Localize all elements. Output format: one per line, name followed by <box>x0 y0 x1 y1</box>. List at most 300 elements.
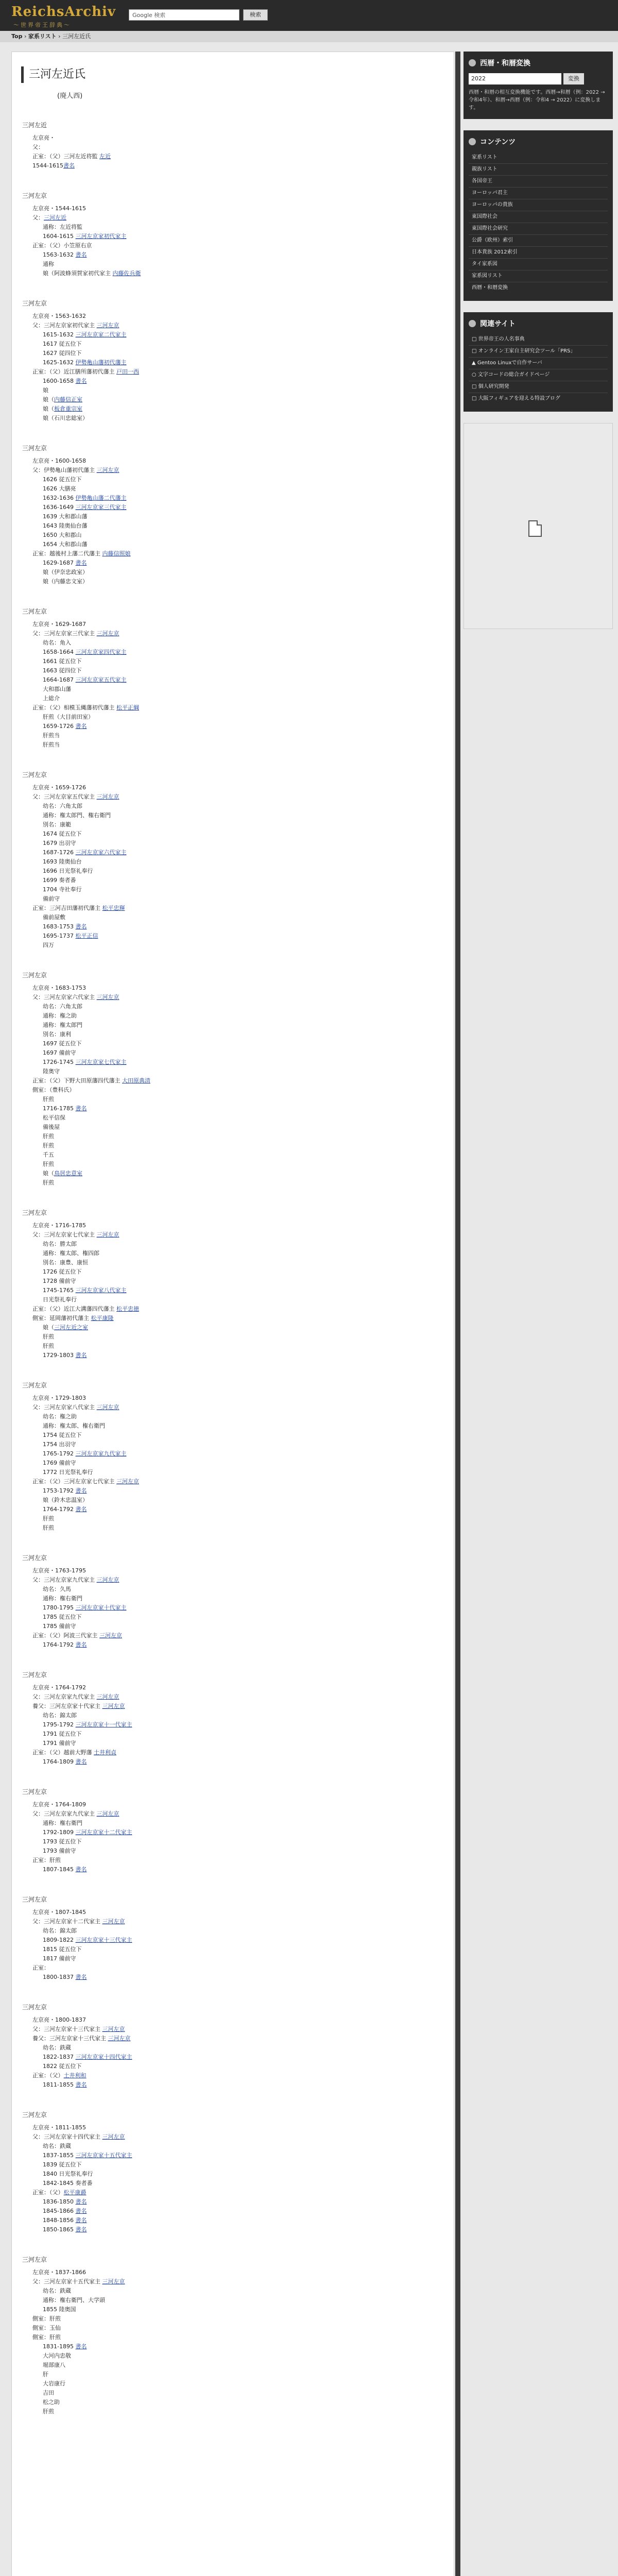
entry-line-text: 肝煎（大目前田室） <box>43 714 94 720</box>
related-site-link[interactable]: ▲ Gentoo Linuxで自作サーバ <box>469 358 608 369</box>
person-link[interactable]: 三河左京 <box>96 994 119 1001</box>
person-link[interactable]: 三河左京 <box>102 2133 125 2140</box>
entry-title: 三河左京 <box>22 2004 47 2011</box>
entry-line <box>32 993 454 1002</box>
google-search-input[interactable]: Google 検索 <box>129 9 239 21</box>
person-link[interactable]: 書名 <box>75 251 87 258</box>
family-entry <box>22 121 454 171</box>
entry-line-text: 肝煎 <box>43 1179 54 1186</box>
entry-line <box>43 1711 454 1720</box>
entry-line <box>43 1150 454 1160</box>
person-link[interactable]: 土井利和 <box>63 2072 87 2079</box>
person-link[interactable]: 三河左京家五代家主 <box>75 676 127 683</box>
entry-line-text: 幼名：勝太郎 <box>43 1241 77 1247</box>
entry-line <box>43 2351 454 2361</box>
contents-link[interactable]: ヨーロッパの貴族 <box>469 199 608 211</box>
entry-line-text: 1815 従五位下 <box>43 1946 82 1953</box>
person-link[interactable]: 三河左京家十二代家主 <box>75 1829 132 1836</box>
person-link[interactable]: 書名 <box>75 2226 87 2233</box>
entry-line-text: 父：三河左京家八代家主 <box>32 1404 97 1411</box>
person-link[interactable]: 書名 <box>75 1974 87 1980</box>
entry-line <box>32 783 454 792</box>
breadcrumb: Top › 家系リスト › 三河左近氏 <box>0 31 618 42</box>
entry-line <box>32 321 454 330</box>
entry-line <box>43 731 454 740</box>
person-link[interactable]: 三河左京家六代家主 <box>75 849 127 856</box>
person-link[interactable]: 三河左京 <box>96 1404 119 1411</box>
entry-line <box>43 340 454 349</box>
entry-line-text: 1643 陸奥仙台藩 <box>43 522 88 529</box>
entry-line-text: 娘（伊奈忠政室） <box>43 569 88 575</box>
related-site-link[interactable]: □ オンライン王家自主研究会ツール「PRS」 <box>469 346 608 358</box>
entry-line-text: 父：三河左京家九代家主 <box>32 1693 97 1700</box>
entry-title: 三河左京 <box>22 771 47 778</box>
entry-line <box>43 577 454 586</box>
family-entry <box>22 2255 454 2416</box>
contents-link[interactable]: 日本貴族 2012索引 <box>469 247 608 259</box>
entry-line <box>43 1323 454 1332</box>
person-link[interactable]: 書名 <box>75 1352 87 1359</box>
entry-line <box>43 740 454 750</box>
entry-title: 三河左京 <box>22 192 47 199</box>
entry-line <box>43 2398 454 2407</box>
related-site-link[interactable]: □ 個人研究開発 <box>469 381 608 393</box>
entry-line-text: 1791 従五位下 <box>43 1731 82 1737</box>
entry-line-text: 正室：（父）相模玉縄藩初代藩主 <box>32 704 116 711</box>
person-link[interactable]: 書名 <box>75 560 87 566</box>
entry-line <box>43 913 454 922</box>
person-link[interactable]: 三河左京 <box>99 1632 122 1639</box>
person-link[interactable]: 松平忠輝 <box>102 905 125 911</box>
person-link[interactable]: 三河左京 <box>96 1693 119 1700</box>
entry-line <box>32 1314 454 1323</box>
entry-line-text: 娘（鈴木忠温室） <box>43 1497 88 1503</box>
entry-line <box>43 2296 454 2305</box>
entry-line <box>43 713 454 722</box>
entry-line <box>43 1048 454 1058</box>
person-link[interactable]: 三河左近之室 <box>54 1324 88 1331</box>
entry-line-text: 1726 従五位下 <box>43 1268 82 1275</box>
entry-line-text: 正室：（父）近江膳所藩初代藩主 <box>32 368 116 375</box>
person-link[interactable]: 三河左京 <box>102 1703 125 1709</box>
contents-link[interactable]: 家系図リスト <box>469 270 608 282</box>
entry-line <box>43 1002 454 1011</box>
entry-line <box>43 1095 454 1104</box>
person-link[interactable]: 内藤信照娘 <box>102 550 131 557</box>
entry-line-text: 松平信保 <box>43 1114 65 1121</box>
entry-line-text: 娘（ <box>43 405 54 412</box>
entry-line <box>32 133 454 143</box>
entry-line <box>43 1169 454 1178</box>
person-link[interactable]: 戸田一西 <box>116 368 139 375</box>
entry-line <box>32 2277 454 2286</box>
entry-line-text: 父：三河左京家十三代家主 <box>32 2026 102 2032</box>
person-link[interactable]: 大田原典清 <box>122 1077 150 1084</box>
entry-line-text: 幼名：錦太郎 <box>43 1927 77 1934</box>
entry-line-text: 左京亮・1563-1632 <box>32 313 86 319</box>
entry-line <box>43 1132 454 1141</box>
entry-line <box>43 531 454 540</box>
breadcrumb-family-list[interactable]: 家系リスト <box>28 33 57 40</box>
entry-line-text: 側室：玉仙 <box>32 2325 61 2331</box>
person-link[interactable]: 書名 <box>75 1641 87 1648</box>
entry-line <box>32 2123 454 2132</box>
entry-line-text: 通称：権太郎、権右衛門 <box>43 1422 105 1429</box>
entry-line <box>43 1332 454 1342</box>
entry-line-text: 1716-1785 <box>43 1105 76 1112</box>
entry-line-text: 正室： <box>32 1964 49 1971</box>
entry-line <box>43 1067 454 1076</box>
entry-line-text: 正室：（父）三河左京家七代家主 <box>32 1478 116 1485</box>
entry-line <box>43 1421 454 1431</box>
entry-line <box>43 657 454 666</box>
entry-line <box>43 1104 454 1113</box>
entry-line <box>43 1011 454 1021</box>
entry-line <box>32 703 454 713</box>
person-link[interactable]: 書名 <box>75 1487 87 1494</box>
person-link[interactable]: 三河左京家十四代家主 <box>75 2054 132 2060</box>
entry-line-text: 肝煎 <box>43 1515 54 1522</box>
entry-line-text: 幼名：角入 <box>43 639 71 646</box>
entry-line-text: 幼名：六角太郎 <box>43 803 82 809</box>
entry-line-text: 1650 大和郡山 <box>43 532 82 538</box>
entry-line <box>43 1720 454 1730</box>
entry-line <box>32 1394 454 1403</box>
entry-line-text: 1683-1753 <box>43 923 76 930</box>
entry-line-text: 1795-1792 <box>43 1721 76 1728</box>
person-link[interactable]: 三河左京家八代家主 <box>75 1287 127 1294</box>
entry-line <box>43 1496 454 1505</box>
entry-line <box>43 404 454 414</box>
person-link[interactable]: 三河左京家九代家主 <box>75 1450 127 1457</box>
person-link[interactable]: 書名 <box>75 1105 87 1112</box>
entry-line <box>32 904 454 913</box>
entry-line-text: 1625-1632 <box>43 359 76 366</box>
person-link[interactable]: 三河左京 <box>96 1231 119 1238</box>
entry-line <box>32 1403 454 1412</box>
entry-line-text: 通称：権太郎、権四郎 <box>43 1250 99 1257</box>
contents-title: コンテンツ <box>469 137 608 147</box>
entry-line <box>43 931 454 941</box>
entry-line <box>32 152 454 161</box>
entry-line-text: 1615-1632 <box>43 331 76 338</box>
person-link[interactable]: 書名 <box>75 923 87 930</box>
entry-line-text: 通称：権太郎門、権右衛門 <box>43 812 111 819</box>
entry-line-text: 左京亮・1763-1795 <box>32 1567 86 1574</box>
entry-line <box>43 802 454 811</box>
entry-line <box>43 1936 454 1945</box>
entry-line <box>43 829 454 839</box>
related-site-link[interactable]: □ 世界帝王の人名事典 <box>469 334 608 346</box>
person-link[interactable]: 伊勢亀山藩初代藩主 <box>75 359 127 366</box>
entry-line-text: 1769 備前守 <box>43 1460 76 1466</box>
family-entry <box>22 1208 454 1360</box>
family-entry <box>22 1895 454 1982</box>
contents-link[interactable]: 親族リスト <box>469 164 608 176</box>
entry-line-text: 1697 備前守 <box>43 1049 76 1056</box>
entry-line <box>43 2062 454 2071</box>
contents-link[interactable]: 公爵（欧州）索引 <box>469 235 608 247</box>
person-link[interactable]: 三河左京 <box>96 322 119 329</box>
person-link[interactable]: 左近 <box>99 153 111 160</box>
entry-line-text: 幼名：六角太郎 <box>43 1003 82 1010</box>
person-link[interactable]: 三河左京家七代家主 <box>75 1059 127 1065</box>
entry-line-text: 側室：肝煎 <box>32 2315 61 2322</box>
entry-title: 三河左京 <box>22 2111 47 2119</box>
breadcrumb-current: 三河左近氏 <box>62 33 91 40</box>
entry-line <box>43 1846 454 1856</box>
entry-line-text: 娘（ <box>43 1170 54 1177</box>
entry-line <box>43 512 454 521</box>
person-link[interactable]: 書名 <box>75 2208 87 2214</box>
entry-line-text: 父：三河左京家十四代家主 <box>32 2133 102 2140</box>
entry-line-text: 1822 従五位下 <box>43 2063 82 2070</box>
entry-line-text: 正室：（父） <box>32 2072 64 2079</box>
person-link[interactable]: 書名 <box>75 2081 87 2088</box>
related-site-link[interactable]: □ 大阪フィギュアを迎える特設ブログ <box>472 396 560 401</box>
person-link[interactable]: 三河左京家三代家主 <box>75 504 127 511</box>
person-link[interactable]: 三河左京 <box>116 1478 139 1485</box>
entry-line <box>32 2015 454 2025</box>
entry-line-text: 1632-1636 <box>43 495 76 501</box>
entry-title: 三河左京 <box>22 1209 47 1216</box>
entry-line-text: 父： <box>32 144 44 150</box>
entry-line <box>32 1575 454 1585</box>
person-link[interactable]: 三河左京 <box>96 1810 119 1817</box>
entry-line <box>43 1594 454 1603</box>
person-link[interactable]: 書名 <box>75 2343 87 2350</box>
person-link[interactable]: 三河左京 <box>108 2035 131 2042</box>
entry-line-text: 1754 出羽守 <box>43 1441 76 1448</box>
entry-line-text: 左京亮・1764-1792 <box>32 1684 86 1691</box>
person-link[interactable]: 三河左京家二代家主 <box>75 331 127 338</box>
family-entry <box>22 770 454 950</box>
ad-placeholder[interactable] <box>464 423 613 629</box>
entry-title: 三河左京 <box>22 2256 47 2263</box>
entry-line-text: 1822-1837 <box>43 2054 76 2060</box>
entry-line <box>32 2188 454 2197</box>
file-icon <box>528 520 542 537</box>
calendar-icon <box>469 59 476 66</box>
entry-line-text: 肝煎 <box>43 1133 54 1140</box>
person-link[interactable]: 松平康爵 <box>63 2189 87 2196</box>
entry-line <box>32 1963 454 1973</box>
entry-line-text: 左京亮・1544-1615 <box>32 205 86 212</box>
entry-line <box>43 540 454 549</box>
entry-line-text: 通称：権右衛門、大学頭 <box>43 2297 105 2303</box>
entry-line <box>43 1351 454 1360</box>
convert-note: 西暦・和暦の相互変換機能です。西暦→和暦（例：2022 → 令和4年）、和暦→西暦（例：令和4 → 2022）に変換します。 <box>469 90 605 111</box>
entry-line <box>43 922 454 931</box>
entry-line-text: 正室：（父）小笠原右京 <box>32 242 92 249</box>
contents-link[interactable]: 東国際社会研究 <box>469 223 608 235</box>
entry-line-text: 1729-1803 <box>43 1352 76 1359</box>
entry-line <box>43 1039 454 1048</box>
family-entry <box>22 191 454 278</box>
entry-line-text: 1699 奏者番 <box>43 877 76 884</box>
person-link[interactable]: 三河左京 <box>96 630 119 637</box>
person-link[interactable]: 三河左京 <box>96 1577 119 1583</box>
person-link[interactable]: 書名 <box>75 2217 87 2224</box>
person-link[interactable]: 伊勢亀山藩二代藩主 <box>75 495 127 501</box>
site-logo[interactable]: ReichsArchiv <box>11 4 116 20</box>
entry-line-text: 父：三河左京家十二代家主 <box>32 1918 102 1925</box>
entry-line <box>43 894 454 904</box>
entry-line <box>43 377 454 386</box>
person-link[interactable]: 三河左京 <box>102 1918 125 1925</box>
person-link[interactable]: 松平忠徳 <box>116 1306 139 1312</box>
entry-line <box>43 685 454 694</box>
entry-line-text: 大和郡山藩 <box>43 686 71 692</box>
family-entry <box>22 1553 454 1650</box>
entry-line-text: 娘（石川忠総室） <box>43 415 88 421</box>
entry-line <box>32 984 454 993</box>
entry-line <box>43 2225 454 2234</box>
entry-line-text: 1626 大膳亮 <box>43 485 76 492</box>
entry-line <box>43 1819 454 1828</box>
entry-line <box>43 414 454 423</box>
person-link[interactable]: 書名 <box>75 1866 87 1873</box>
person-link[interactable]: 三河左京家十代家主 <box>75 1604 127 1611</box>
entry-line-text: 肝 <box>43 2371 48 2378</box>
entry-line <box>43 848 454 857</box>
contents-link[interactable]: 家系リスト <box>469 152 608 164</box>
entry-line-text: 左京亮・1764-1809 <box>32 1801 86 1808</box>
entry-line-text: 養父：三河左京家十代家主 <box>32 1703 102 1709</box>
person-link[interactable]: 三河左京家十三代家主 <box>75 1937 132 1943</box>
entry-line-text: 1809-1822 <box>43 1937 76 1943</box>
entry-line-text: 1563-1632 <box>43 251 76 258</box>
entry-line-text: 1661 従五位下 <box>43 658 82 665</box>
contents-link[interactable]: 東国際社会 <box>469 211 608 223</box>
person-link[interactable]: 鳥居忠意室 <box>54 1170 82 1177</box>
entry-line-text: 1842-1845 奏者番 <box>43 2180 93 2187</box>
entry-line <box>32 1692 454 1702</box>
person-link[interactable]: 三河左京 <box>96 793 119 800</box>
contents-link[interactable]: タイ家系図 <box>469 259 608 270</box>
entry-line <box>43 1258 454 1267</box>
entry-line <box>43 1342 454 1351</box>
entry-line <box>43 1505 454 1514</box>
entry-line <box>43 1058 454 1067</box>
entry-line-text: 1836-1850 <box>43 2198 76 2205</box>
entry-line <box>43 1585 454 1594</box>
entry-line <box>43 2207 454 2216</box>
entry-line-text: 幼名：鉄蔵 <box>43 2143 71 2149</box>
convert-button[interactable]: 変換 <box>563 73 584 84</box>
entry-line-text: 1636-1649 <box>43 504 76 511</box>
entry-line <box>43 885 454 894</box>
entry-line-text: 備前守 <box>43 895 60 902</box>
entry-line-text: 1780-1795 <box>43 1604 76 1611</box>
entry-line-text: 通称：左近将監 <box>43 224 82 230</box>
person-link[interactable]: 三河左京家四代家主 <box>75 649 127 655</box>
person-link[interactable]: 松平正綱 <box>116 704 139 711</box>
family-entry <box>22 1787 454 1874</box>
entry-line <box>32 367 454 377</box>
entry-line-text: 1848-1856 <box>43 2217 76 2224</box>
entry-line <box>43 2379 454 2388</box>
person-link[interactable]: 土井利貞 <box>94 1749 116 1756</box>
related-site-link[interactable]: ○ 文字コードの総合ガイドページ <box>469 369 608 381</box>
person-link[interactable]: 書名 <box>75 723 87 730</box>
entry-line <box>43 1431 454 1440</box>
person-link[interactable]: 松平康隆 <box>91 1315 114 1321</box>
person-link[interactable]: 書名 <box>75 1506 87 1513</box>
person-link[interactable]: 書名 <box>75 378 87 384</box>
entry-line <box>32 1076 454 1086</box>
person-link[interactable]: 三河左近 <box>44 214 66 221</box>
entry-title: 三河左近 <box>22 122 47 129</box>
entry-line-text: 1674 従五位下 <box>43 831 82 837</box>
entry-line-text: 正室：（父）下野大田原藩四代藩主 <box>32 1077 122 1084</box>
entry-line <box>43 1021 454 1030</box>
entry-line-text: 1604-1615 <box>43 233 76 240</box>
search-button[interactable]: 検索 <box>243 9 268 21</box>
entry-line <box>43 1240 454 1249</box>
entry-line <box>43 1514 454 1523</box>
person-link[interactable]: 書名 <box>75 1758 87 1765</box>
breadcrumb-top[interactable]: Top <box>11 33 23 40</box>
entry-line-text: 通称：権之助 <box>43 1012 77 1019</box>
entry-line <box>32 2034 454 2043</box>
entry-line-text: 1765-1792 <box>43 1450 76 1457</box>
entry-line <box>43 2216 454 2225</box>
entry-line <box>32 1809 454 1819</box>
site-header <box>0 0 618 31</box>
entry-line-text: 日光祭礼奉行 <box>43 1296 77 1303</box>
entry-line <box>43 1486 454 1496</box>
entry-line <box>43 1449 454 1459</box>
person-link[interactable]: 三河左京家初代家主 <box>75 233 127 240</box>
person-link[interactable]: 三河左京家十五代家主 <box>75 2152 132 2159</box>
entry-line-text: 正室：（父）越前大野藩 <box>32 1749 94 1756</box>
year-input[interactable]: 2022 <box>469 73 561 84</box>
entry-line <box>43 1523 454 1533</box>
entry-line-text: 肝煎 <box>43 1333 54 1340</box>
entry-line-text: 1659-1726 <box>43 723 76 730</box>
entry-line-text: 1658-1664 <box>43 649 76 655</box>
person-link[interactable]: 三河左京 <box>96 467 119 473</box>
family-entries <box>12 121 454 2416</box>
person-link[interactable]: 板倉重宗室 <box>54 405 82 412</box>
entry-line-text: 陸奥守 <box>43 1068 60 1075</box>
contents-link[interactable]: ヨーロッパ君主 <box>469 188 608 199</box>
person-link[interactable]: 三河左京 <box>102 2026 125 2032</box>
entry-line <box>43 349 454 358</box>
contents-link[interactable]: 各国帝王 <box>469 176 608 188</box>
entry-line <box>43 2142 454 2151</box>
person-link[interactable]: 書名 <box>75 2198 87 2205</box>
contents-link[interactable]: 西暦・和暦変換 <box>472 285 508 291</box>
contents-box <box>464 130 613 301</box>
entry-line-text: 1850-1865 <box>43 2226 76 2233</box>
person-link[interactable]: 松平正信 <box>75 933 98 939</box>
entry-line <box>43 1739 454 1748</box>
entry-line-text: 正室：越後村上藩二代藩主 <box>32 550 102 557</box>
entry-line-text: 松之助 <box>43 2399 60 2405</box>
entry-line <box>43 648 454 657</box>
entry-line <box>43 1295 454 1304</box>
person-link[interactable]: 内藤信正室 <box>54 396 82 403</box>
person-link[interactable]: 三河左京 <box>102 2278 125 2285</box>
entry-line <box>43 820 454 829</box>
entry-line <box>43 1973 454 1982</box>
person-link[interactable]: 三河左京家十一代家主 <box>75 1721 132 1728</box>
person-link[interactable]: 内藤佐兵衛 <box>112 270 141 277</box>
person-link[interactable]: 書名 <box>63 162 75 169</box>
entry-line <box>43 2053 454 2062</box>
